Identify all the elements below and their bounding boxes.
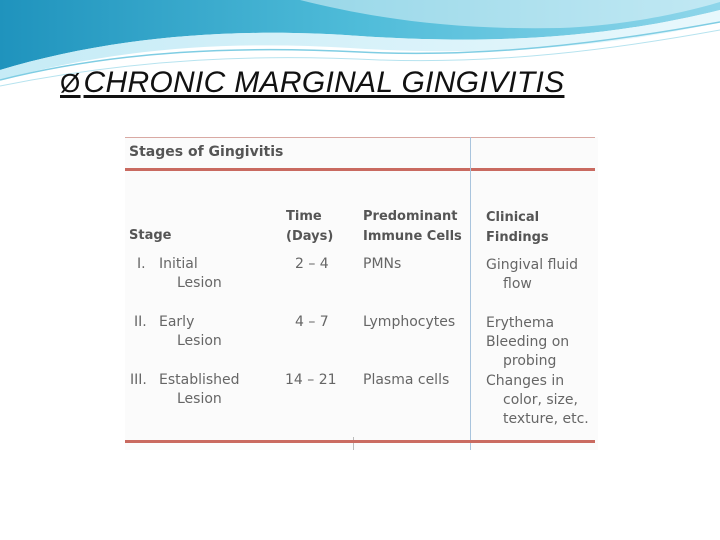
row1-findings-line2: flow	[503, 276, 532, 292]
header-findings-line2: Findings	[486, 230, 549, 245]
row1-findings-line1: Gingival fluid	[486, 257, 579, 273]
table-header-rule	[125, 168, 595, 171]
row3-cells: Plasma cells	[363, 372, 450, 388]
row3-stage-name-line2: Lesion	[177, 391, 222, 407]
slide-title-text: CHRONIC MARGINAL GINGIVITIS	[83, 66, 565, 99]
header-stage: Stage	[129, 228, 172, 243]
row2-stage-name-line2: Lesion	[177, 333, 222, 349]
row3-stage-number: III.	[130, 372, 147, 388]
table-heading: Stages of Gingivitis	[129, 144, 284, 160]
row2-time: 4 – 7	[295, 314, 329, 330]
row3-findings-line3: texture, etc.	[503, 411, 589, 427]
row2-stage-name: Early	[159, 314, 195, 330]
row3-time: 14 – 21	[285, 372, 337, 388]
row1-cells: PMNs	[363, 256, 402, 272]
row2-findings-line2: Bleeding on	[486, 334, 570, 350]
column-divider-stub	[353, 437, 354, 450]
header-time-line2: (Days)	[286, 229, 334, 244]
row1-time: 2 – 4	[295, 256, 329, 272]
row2-findings-line3: probing	[503, 353, 557, 369]
column-divider	[470, 137, 471, 450]
table-top-rule	[125, 137, 595, 138]
row1-stage-name: Initial	[159, 256, 198, 272]
header-time-line1: Time	[286, 209, 322, 224]
row2-stage-number: II.	[134, 314, 147, 330]
stages-table	[125, 137, 598, 450]
slide-title	[60, 66, 564, 100]
row1-stage-name-line2: Lesion	[177, 275, 222, 291]
row3-stage-name: Established	[159, 372, 240, 388]
header-cells-line1: Predominant	[363, 209, 458, 224]
table-bottom-rule	[125, 440, 595, 443]
arrow-bullet-icon: Ø	[60, 68, 81, 98]
row2-cells: Lymphocytes	[363, 314, 456, 330]
header-cells-line2: Immune Cells	[363, 229, 462, 244]
row3-findings-line1: Changes in	[486, 373, 565, 389]
row1-stage-number: I.	[137, 256, 146, 272]
row2-findings-line1: Erythema	[486, 315, 555, 331]
header-findings-line1: Clinical	[486, 210, 540, 225]
row3-findings-line2: color, size,	[503, 392, 578, 408]
